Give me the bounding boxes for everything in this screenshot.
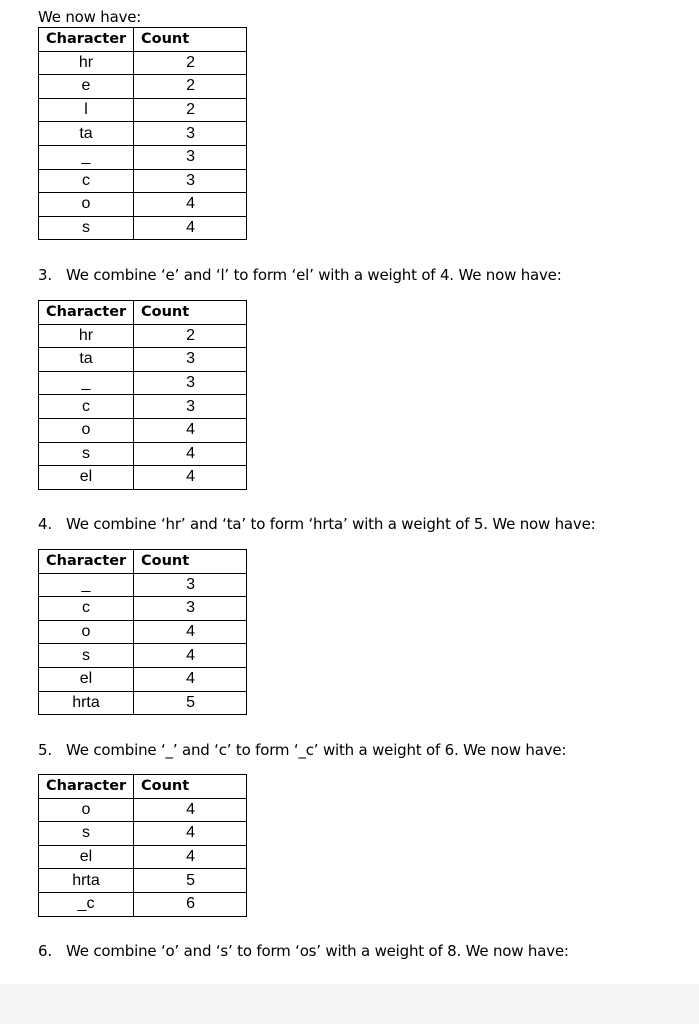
count-cell: 4	[134, 442, 247, 466]
character-cell: e	[39, 75, 134, 99]
count-cell: 4	[134, 216, 247, 240]
frequency-table-3	[38, 549, 247, 715]
table-row	[39, 620, 247, 644]
count-header: Count	[134, 775, 247, 799]
page-bottom-band	[0, 984, 699, 1024]
table-header-row	[39, 301, 247, 325]
count-header: Count	[134, 301, 247, 325]
table-row	[39, 193, 247, 217]
frequency-table-2	[38, 300, 247, 490]
table-row	[39, 845, 247, 869]
character-header: Character	[39, 28, 134, 52]
count-cell: 4	[134, 193, 247, 217]
count-cell: 3	[134, 169, 247, 193]
count-cell: 2	[134, 98, 247, 122]
step-number: 6.	[38, 942, 52, 960]
character-header: Character	[39, 550, 134, 574]
count-cell: 3	[134, 573, 247, 597]
count-cell: 2	[134, 51, 247, 75]
step-description: We combine ‘e’ and ‘l’ to form ‘el’ with a weight of 4. We now have:	[66, 266, 562, 284]
count-cell: 5	[134, 869, 247, 893]
step-description: We combine ‘_’ and ‘c’ to form ‘_c’ with a weight of 6. We now have:	[66, 741, 567, 759]
table-row	[39, 418, 247, 442]
table-row	[39, 442, 247, 466]
character-cell: s	[39, 216, 134, 240]
character-cell: c	[39, 395, 134, 419]
table-row	[39, 869, 247, 893]
step-4-text	[38, 515, 595, 533]
character-cell: el	[39, 845, 134, 869]
count-cell: 2	[134, 324, 247, 348]
table-row	[39, 691, 247, 715]
table-row	[39, 98, 247, 122]
step-number: 5.	[38, 741, 52, 759]
table-row	[39, 145, 247, 169]
table-row	[39, 892, 247, 916]
table-row	[39, 573, 247, 597]
table-row	[39, 667, 247, 691]
character-header: Character	[39, 775, 134, 799]
table-row	[39, 822, 247, 846]
character-cell: hr	[39, 51, 134, 75]
character-cell: hr	[39, 324, 134, 348]
character-cell: s	[39, 822, 134, 846]
table-row	[39, 75, 247, 99]
count-cell: 3	[134, 122, 247, 146]
table-row	[39, 169, 247, 193]
character-cell: s	[39, 644, 134, 668]
table-row	[39, 597, 247, 621]
count-cell: 2	[134, 75, 247, 99]
table-row	[39, 324, 247, 348]
table-row	[39, 216, 247, 240]
character-cell: _	[39, 573, 134, 597]
count-header: Count	[134, 550, 247, 574]
count-cell: 4	[134, 644, 247, 668]
character-cell: _	[39, 145, 134, 169]
count-cell: 3	[134, 348, 247, 372]
table-row	[39, 395, 247, 419]
character-header: Character	[39, 301, 134, 325]
character-cell: _c	[39, 892, 134, 916]
character-cell: l	[39, 98, 134, 122]
count-cell: 3	[134, 145, 247, 169]
character-cell: o	[39, 620, 134, 644]
table-header-row	[39, 28, 247, 52]
count-cell: 5	[134, 691, 247, 715]
character-cell: o	[39, 193, 134, 217]
count-cell: 3	[134, 597, 247, 621]
count-cell: 4	[134, 845, 247, 869]
table-row	[39, 644, 247, 668]
table-header-row	[39, 550, 247, 574]
table-row	[39, 51, 247, 75]
table-row	[39, 798, 247, 822]
count-cell: 4	[134, 418, 247, 442]
character-cell: el	[39, 466, 134, 490]
count-cell: 4	[134, 466, 247, 490]
count-cell: 3	[134, 395, 247, 419]
character-cell: o	[39, 418, 134, 442]
table-row	[39, 466, 247, 490]
step-description: We combine ‘o’ and ‘s’ to form ‘os’ with a weight of 8. We now have:	[66, 942, 569, 960]
character-cell: hrta	[39, 691, 134, 715]
count-cell: 4	[134, 667, 247, 691]
character-cell: c	[39, 597, 134, 621]
step-number: 3.	[38, 266, 52, 284]
character-cell: s	[39, 442, 134, 466]
frequency-table-4	[38, 774, 247, 917]
step-description: We combine ‘hr’ and ‘ta’ to form ‘hrta’ with a weight of 5. We now have:	[66, 515, 596, 533]
count-header: Count	[134, 28, 247, 52]
character-cell: ta	[39, 348, 134, 372]
character-cell: ta	[39, 122, 134, 146]
intro-text: We now have:	[38, 8, 142, 26]
table-row	[39, 348, 247, 372]
character-cell: el	[39, 667, 134, 691]
table-row	[39, 371, 247, 395]
step-6-text	[38, 942, 569, 960]
step-number: 4.	[38, 515, 52, 533]
count-cell: 4	[134, 798, 247, 822]
character-cell: o	[39, 798, 134, 822]
character-cell: hrta	[39, 869, 134, 893]
count-cell: 6	[134, 892, 247, 916]
step-5-text	[38, 741, 566, 759]
count-cell: 3	[134, 371, 247, 395]
frequency-table-1	[38, 27, 247, 240]
table-header-row	[39, 775, 247, 799]
table-row	[39, 122, 247, 146]
count-cell: 4	[134, 620, 247, 644]
character-cell: c	[39, 169, 134, 193]
count-cell: 4	[134, 822, 247, 846]
character-cell: _	[39, 371, 134, 395]
step-3-text	[38, 266, 562, 284]
